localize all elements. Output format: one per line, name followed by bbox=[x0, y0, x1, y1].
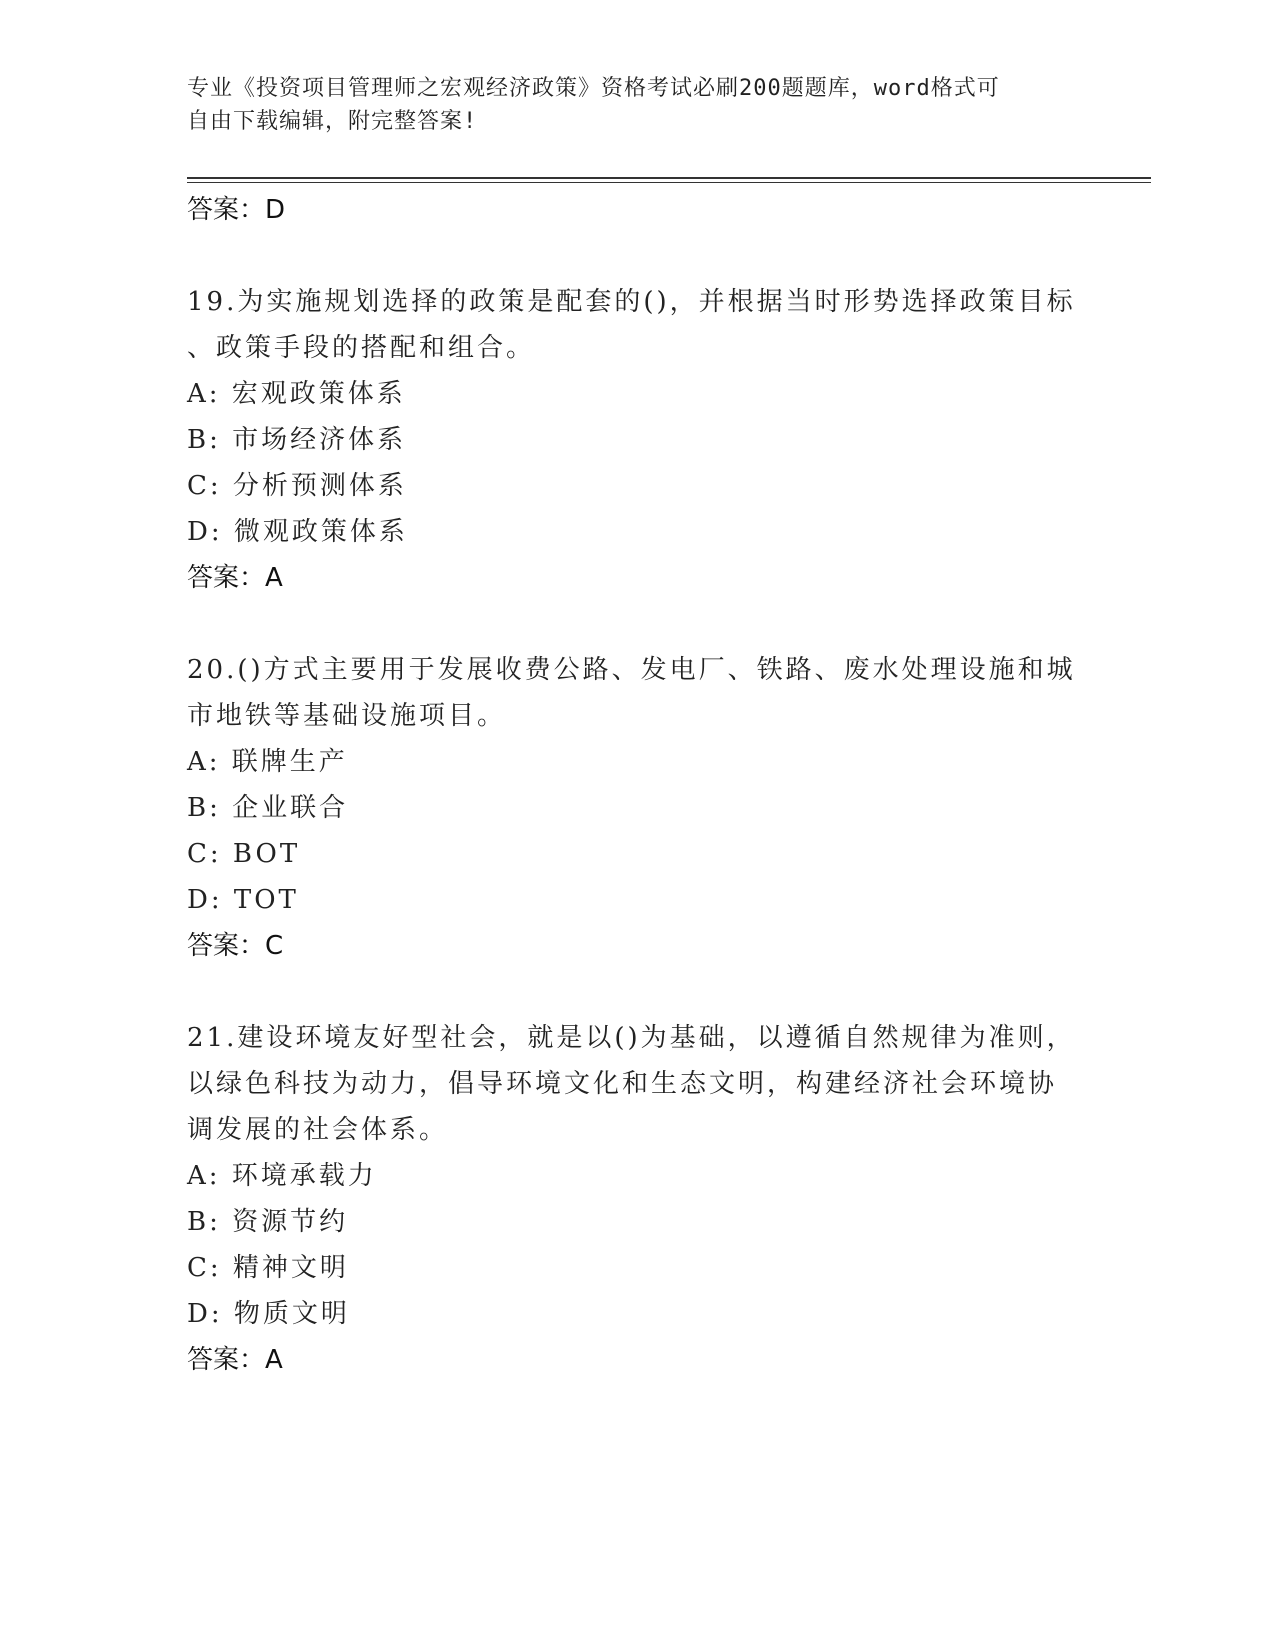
question-21 bbox=[187, 1015, 1087, 1383]
option-c: C: 精神文明 bbox=[187, 1253, 349, 1283]
header-line-2: 自由下载编辑，附完整答案! bbox=[187, 109, 478, 134]
header-divider-thick bbox=[187, 177, 1151, 179]
answer: 答案：A bbox=[187, 1345, 283, 1375]
header-divider-thin bbox=[187, 182, 1151, 183]
option-a: A: 联牌生产 bbox=[187, 747, 348, 777]
option-d: D: TOT bbox=[187, 885, 299, 915]
option-a: A: 宏观政策体系 bbox=[187, 379, 406, 409]
option-c: C: BOT bbox=[187, 839, 301, 869]
header-line-1: 专业《投资项目管理师之宏观经济政策》资格考试必刷200题题库，word格式可 bbox=[187, 76, 1000, 101]
option-d: D: 物质文明 bbox=[187, 1299, 350, 1329]
option-a: A: 环境承载力 bbox=[187, 1161, 377, 1191]
option-b: B: 企业联合 bbox=[187, 793, 349, 823]
question-19 bbox=[187, 279, 1087, 601]
question-stem: 20.()方式主要用于发展收费公路、发电厂、铁路、废水处理设施和城 市地铁等基础设施项目。 bbox=[187, 655, 1076, 731]
question-20 bbox=[187, 647, 1087, 969]
question-stem: 19.为实施规划选择的政策是配套的()，并根据当时形势选择政策目标 、政策手段的搭配和组合。 bbox=[187, 287, 1076, 363]
answer: 答案：C bbox=[187, 931, 284, 961]
question-list bbox=[187, 187, 1087, 1383]
option-d: D: 微观政策体系 bbox=[187, 517, 408, 547]
page-header bbox=[187, 72, 1067, 138]
option-c: C: 分析预测体系 bbox=[187, 471, 407, 501]
question-stem: 21.建设环境友好型社会，就是以()为基础，以遵循自然规律为准则， 以绿色科技为动力，倡导环境文化和生态文明，构建经济社会环境协 调发展的社会体系。 bbox=[187, 1023, 1076, 1145]
option-b: B: 资源节约 bbox=[187, 1207, 349, 1237]
option-b: B: 市场经济体系 bbox=[187, 425, 407, 455]
previous-answer: 答案：D bbox=[187, 195, 286, 225]
answer: 答案：A bbox=[187, 563, 283, 593]
